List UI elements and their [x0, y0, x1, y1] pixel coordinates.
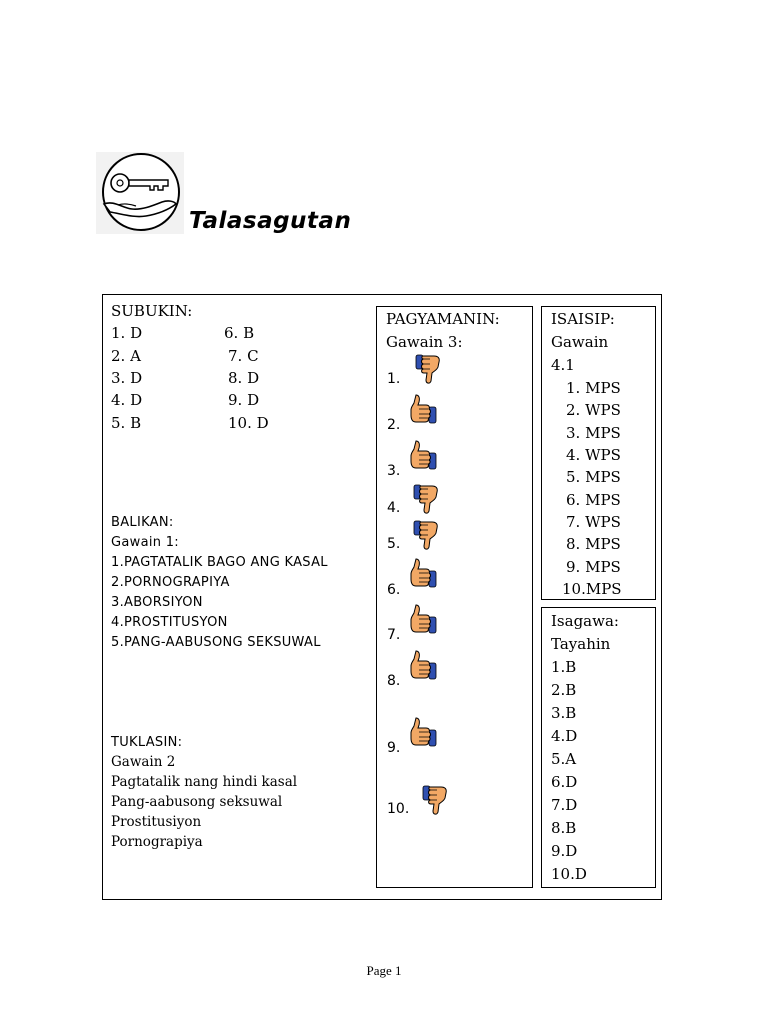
thumbs-down-icon	[420, 784, 452, 816]
subukin-answer: 1. D	[111, 324, 143, 342]
balikan-item: 3.ABORSIYON	[111, 595, 203, 610]
tuklasin-subheading: Gawain 2	[111, 754, 176, 770]
isaisip-item: 5. MPS	[566, 468, 621, 486]
pagyamanin-box	[376, 306, 533, 888]
tayahin-item: 9.D	[551, 842, 578, 860]
tuklasin-item: Pornograpiya	[111, 834, 203, 850]
page-title: Talasagutan	[189, 208, 352, 234]
isaisip-item: 9. MPS	[566, 558, 621, 576]
tuklasin-item: Prostitusiyon	[111, 814, 202, 830]
answer-key-frame	[102, 294, 662, 900]
pagyamanin-number: 9.	[387, 740, 401, 756]
pagyamanin-number: 6.	[387, 582, 401, 598]
tayahin-item: 1.B	[551, 658, 577, 676]
balikan-heading: BALIKAN:	[111, 515, 174, 530]
pagyamanin-number: 2.	[387, 417, 401, 433]
isaisip-item: 2. WPS	[566, 401, 621, 419]
pagyamanin-number: 4.	[387, 500, 401, 516]
isaisip-item: 8. MPS	[566, 535, 621, 553]
tuklasin-item: Pang-aabusong seksuwal	[111, 794, 283, 810]
pagyamanin-number: 5.	[387, 536, 401, 552]
balikan-item: 5.PANG-AABUSONG SEKSUWAL	[111, 635, 321, 650]
thumbs-up-icon	[407, 603, 439, 635]
tayahin-item: 10.D	[551, 865, 587, 883]
pagyamanin-number: 8.	[387, 673, 401, 689]
tayahin-item: 2.B	[551, 681, 577, 699]
tayahin-item: 8.B	[551, 819, 577, 837]
tayahin-item: 4.D	[551, 727, 578, 745]
isaisip-item: 10.MPS	[562, 580, 622, 598]
isaisip-heading: ISAISIP:	[551, 310, 615, 328]
isagawa-heading: Isagawa:	[551, 612, 619, 630]
subukin-answer: 3. D	[111, 369, 143, 387]
pagyamanin-heading: PAGYAMANIN:	[386, 310, 500, 328]
subukin-answer: 8. D	[228, 369, 260, 387]
thumbs-down-icon	[411, 519, 443, 551]
pagyamanin-number: 7.	[387, 627, 401, 643]
subukin-answer: 4. D	[111, 391, 143, 409]
subukin-answer: 2. A	[111, 347, 141, 365]
balikan-item: 2.PORNOGRAPIYA	[111, 575, 230, 590]
isaisip-box	[541, 306, 656, 600]
pagyamanin-number: 10.	[387, 801, 410, 817]
thumbs-down-icon	[413, 353, 445, 385]
thumbs-up-icon	[407, 649, 439, 681]
subukin-answer: 7. C	[228, 347, 259, 365]
isaisip-item: 3. MPS	[566, 424, 621, 442]
pagyamanin-number: 1.	[387, 371, 401, 387]
pagyamanin-subheading: Gawain 3:	[386, 333, 463, 351]
tuklasin-item: Pagtatalik nang hindi kasal	[111, 774, 298, 790]
balikan-subheading: Gawain 1:	[111, 535, 179, 550]
isaisip-item: 6. MPS	[566, 491, 621, 509]
tayahin-item: 3.B	[551, 704, 577, 722]
isaisip-item: 7. WPS	[566, 513, 621, 531]
key-hand-logo-icon	[96, 152, 184, 234]
thumbs-down-icon	[411, 483, 443, 515]
isaisip-subheading: Gawain	[551, 333, 609, 351]
subukin-answer: 6. B	[224, 324, 255, 342]
tayahin-item: 7.D	[551, 796, 578, 814]
thumbs-up-icon	[407, 557, 439, 589]
isaisip-item: 1. MPS	[566, 379, 621, 397]
thumbs-up-icon	[407, 716, 439, 748]
isagawa-box	[541, 607, 656, 888]
tuklasin-heading: TUKLASIN:	[111, 735, 183, 750]
subukin-heading: SUBUKIN:	[111, 302, 193, 320]
isaisip-item: 4. WPS	[566, 446, 621, 464]
balikan-item: 1.PAGTATALIK BAGO ANG KASAL	[111, 555, 328, 570]
tayahin-item: 6.D	[551, 773, 578, 791]
isaisip-subheading: 4.1	[551, 356, 575, 374]
tayahin-item: 5.A	[551, 750, 577, 768]
balikan-item: 4.PROSTITUSYON	[111, 615, 228, 630]
subukin-answer: 5. B	[111, 414, 142, 432]
tayahin-heading: Tayahin	[551, 635, 611, 653]
subukin-answer: 10. D	[228, 414, 269, 432]
thumbs-up-icon	[407, 439, 439, 471]
pagyamanin-number: 3.	[387, 463, 401, 479]
thumbs-up-icon	[407, 393, 439, 425]
subukin-answer: 9. D	[228, 391, 260, 409]
page-number: Page 1	[366, 963, 402, 978]
